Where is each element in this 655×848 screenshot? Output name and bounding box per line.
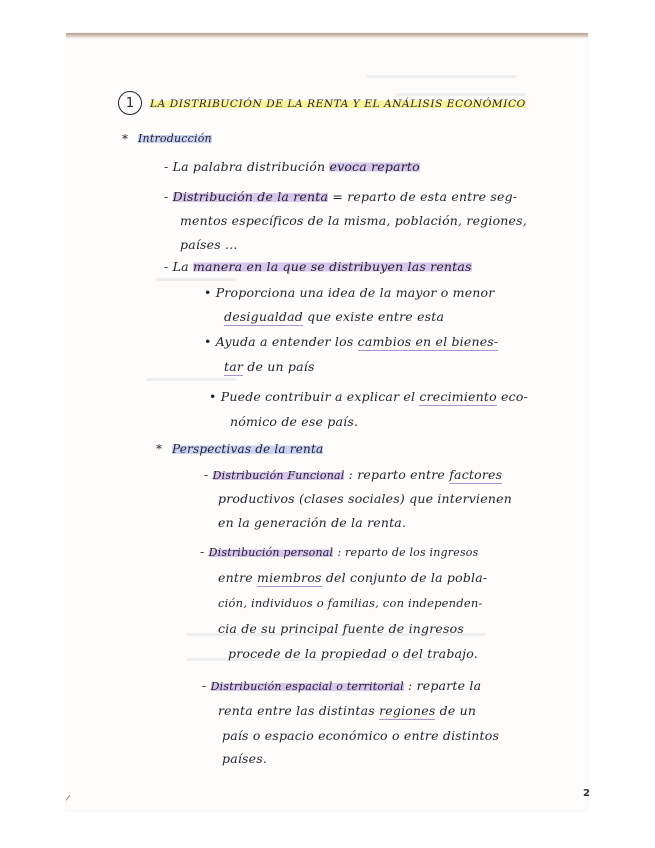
persp-2-line-1 <box>200 544 478 559</box>
bullet-1-rest: que existe entre esta <box>307 309 445 324</box>
persp-3-l2-a: renta entre las distintas <box>218 703 375 718</box>
intro-line-4: países ... <box>180 237 238 252</box>
bullet-1-line-2 <box>224 309 444 324</box>
persp-3-line-1 <box>202 678 481 693</box>
persp-3-line-2 <box>218 703 476 718</box>
bullet-2-line-2 <box>224 359 315 374</box>
bullet-3-end: eco- <box>501 389 528 404</box>
bullet-3-line-2: nómico de ese país. <box>230 414 359 429</box>
intro-line-2-dash: - <box>164 189 169 204</box>
bullet-3-underlined: crecimiento <box>419 389 497 404</box>
bullet-1-line-1: • Proporciona una idea de la mayor o menor <box>204 285 495 300</box>
bullet-2-line-1 <box>204 334 498 349</box>
persp-3-l2-b: de un <box>439 703 477 718</box>
persp-heading: Perspectivas de la renta <box>172 442 324 456</box>
persp-marker: * <box>156 442 163 456</box>
intro-line-5 <box>164 259 472 274</box>
persp-2-underlined: miembros <box>257 570 322 585</box>
persp-3-dash: - <box>202 678 207 693</box>
persp-2-line-3: ción, individuos o familias, con independen- <box>218 596 483 610</box>
page-number: 2 <box>583 788 590 799</box>
persp-2-line-2 <box>218 570 487 585</box>
intro-marker: * <box>122 132 129 146</box>
persp-2-l2-b: del conjunto de la pobla- <box>325 570 488 585</box>
intro-line-1 <box>164 159 420 174</box>
intro-line-2 <box>164 189 517 204</box>
intro-line-5-highlight: manera en la que se distribuyen las rentas <box>192 259 472 274</box>
page-top-edge <box>66 33 588 39</box>
intro-heading: Introducción <box>138 132 212 145</box>
bullet-1-underlined: desigualdad <box>224 309 303 324</box>
persp-3-text: : reparte la <box>408 678 482 693</box>
intro-line-2-text: = reparto de esta entre seg- <box>332 189 518 204</box>
intro-line-5-text: - La <box>164 259 189 274</box>
persp-1-line-3: en la generación de la renta. <box>218 515 407 530</box>
persp-2-l2-a: entre <box>218 570 253 585</box>
notebook-page <box>66 33 588 811</box>
bullet-3-start: • Puede contribuir a explicar el <box>209 389 416 404</box>
bleed-through-line <box>396 93 526 96</box>
intro-line-1-text: - La palabra distribución <box>164 159 326 174</box>
persp-1-text: : reparto entre <box>348 467 446 482</box>
persp-1-highlight: Distribución Funcional <box>212 469 345 482</box>
persp-2-line-5: procede de la propiedad o del trabajo. <box>228 646 478 661</box>
bullet-2-underlined-2: tar <box>224 359 244 374</box>
persp-1-line-1 <box>204 467 502 482</box>
persp-2-text: : reparto de los ingresos <box>337 546 479 559</box>
persp-1-underlined: factores <box>449 467 503 482</box>
intro-line-1-highlight: evoca reparto <box>329 159 420 174</box>
corner-mark <box>66 795 77 807</box>
bleed-through-line <box>366 75 516 78</box>
bleed-through-line <box>146 378 236 381</box>
persp-2-line-4: cia de su principal fuente de ingresos <box>218 621 464 636</box>
intro-line-3: mentos específicos de la misma, población, regiones, <box>180 213 527 228</box>
persp-3-underlined: regiones <box>379 703 436 718</box>
section-number: 1 <box>125 95 135 111</box>
bullet-2-underlined: cambios en el bienes- <box>357 334 499 349</box>
persp-3-highlight: Distribución espacial o territorial <box>210 680 404 693</box>
bullet-2-start: • Ayuda a entender los <box>204 334 354 349</box>
section-number-circle <box>118 91 142 115</box>
persp-2-highlight: Distribución personal <box>208 546 334 559</box>
persp-3-line-3: país o espacio económico o entre distintos <box>222 728 500 743</box>
persp-1-dash: - <box>204 467 209 482</box>
bleed-through-line <box>156 278 236 281</box>
section-title: LA DISTRIBUCIÓN DE LA RENTA Y EL ANÁLISIS ECONÓMICO <box>150 98 526 110</box>
bullet-3-line-1 <box>209 389 528 404</box>
intro-line-2-highlight: Distribución de la renta <box>172 189 329 204</box>
bullet-2-rest: de un país <box>247 359 315 374</box>
persp-1-line-2: productivos (clases sociales) que intervienen <box>218 491 512 506</box>
persp-3-line-4: países. <box>222 751 268 766</box>
persp-2-dash: - <box>200 544 205 559</box>
